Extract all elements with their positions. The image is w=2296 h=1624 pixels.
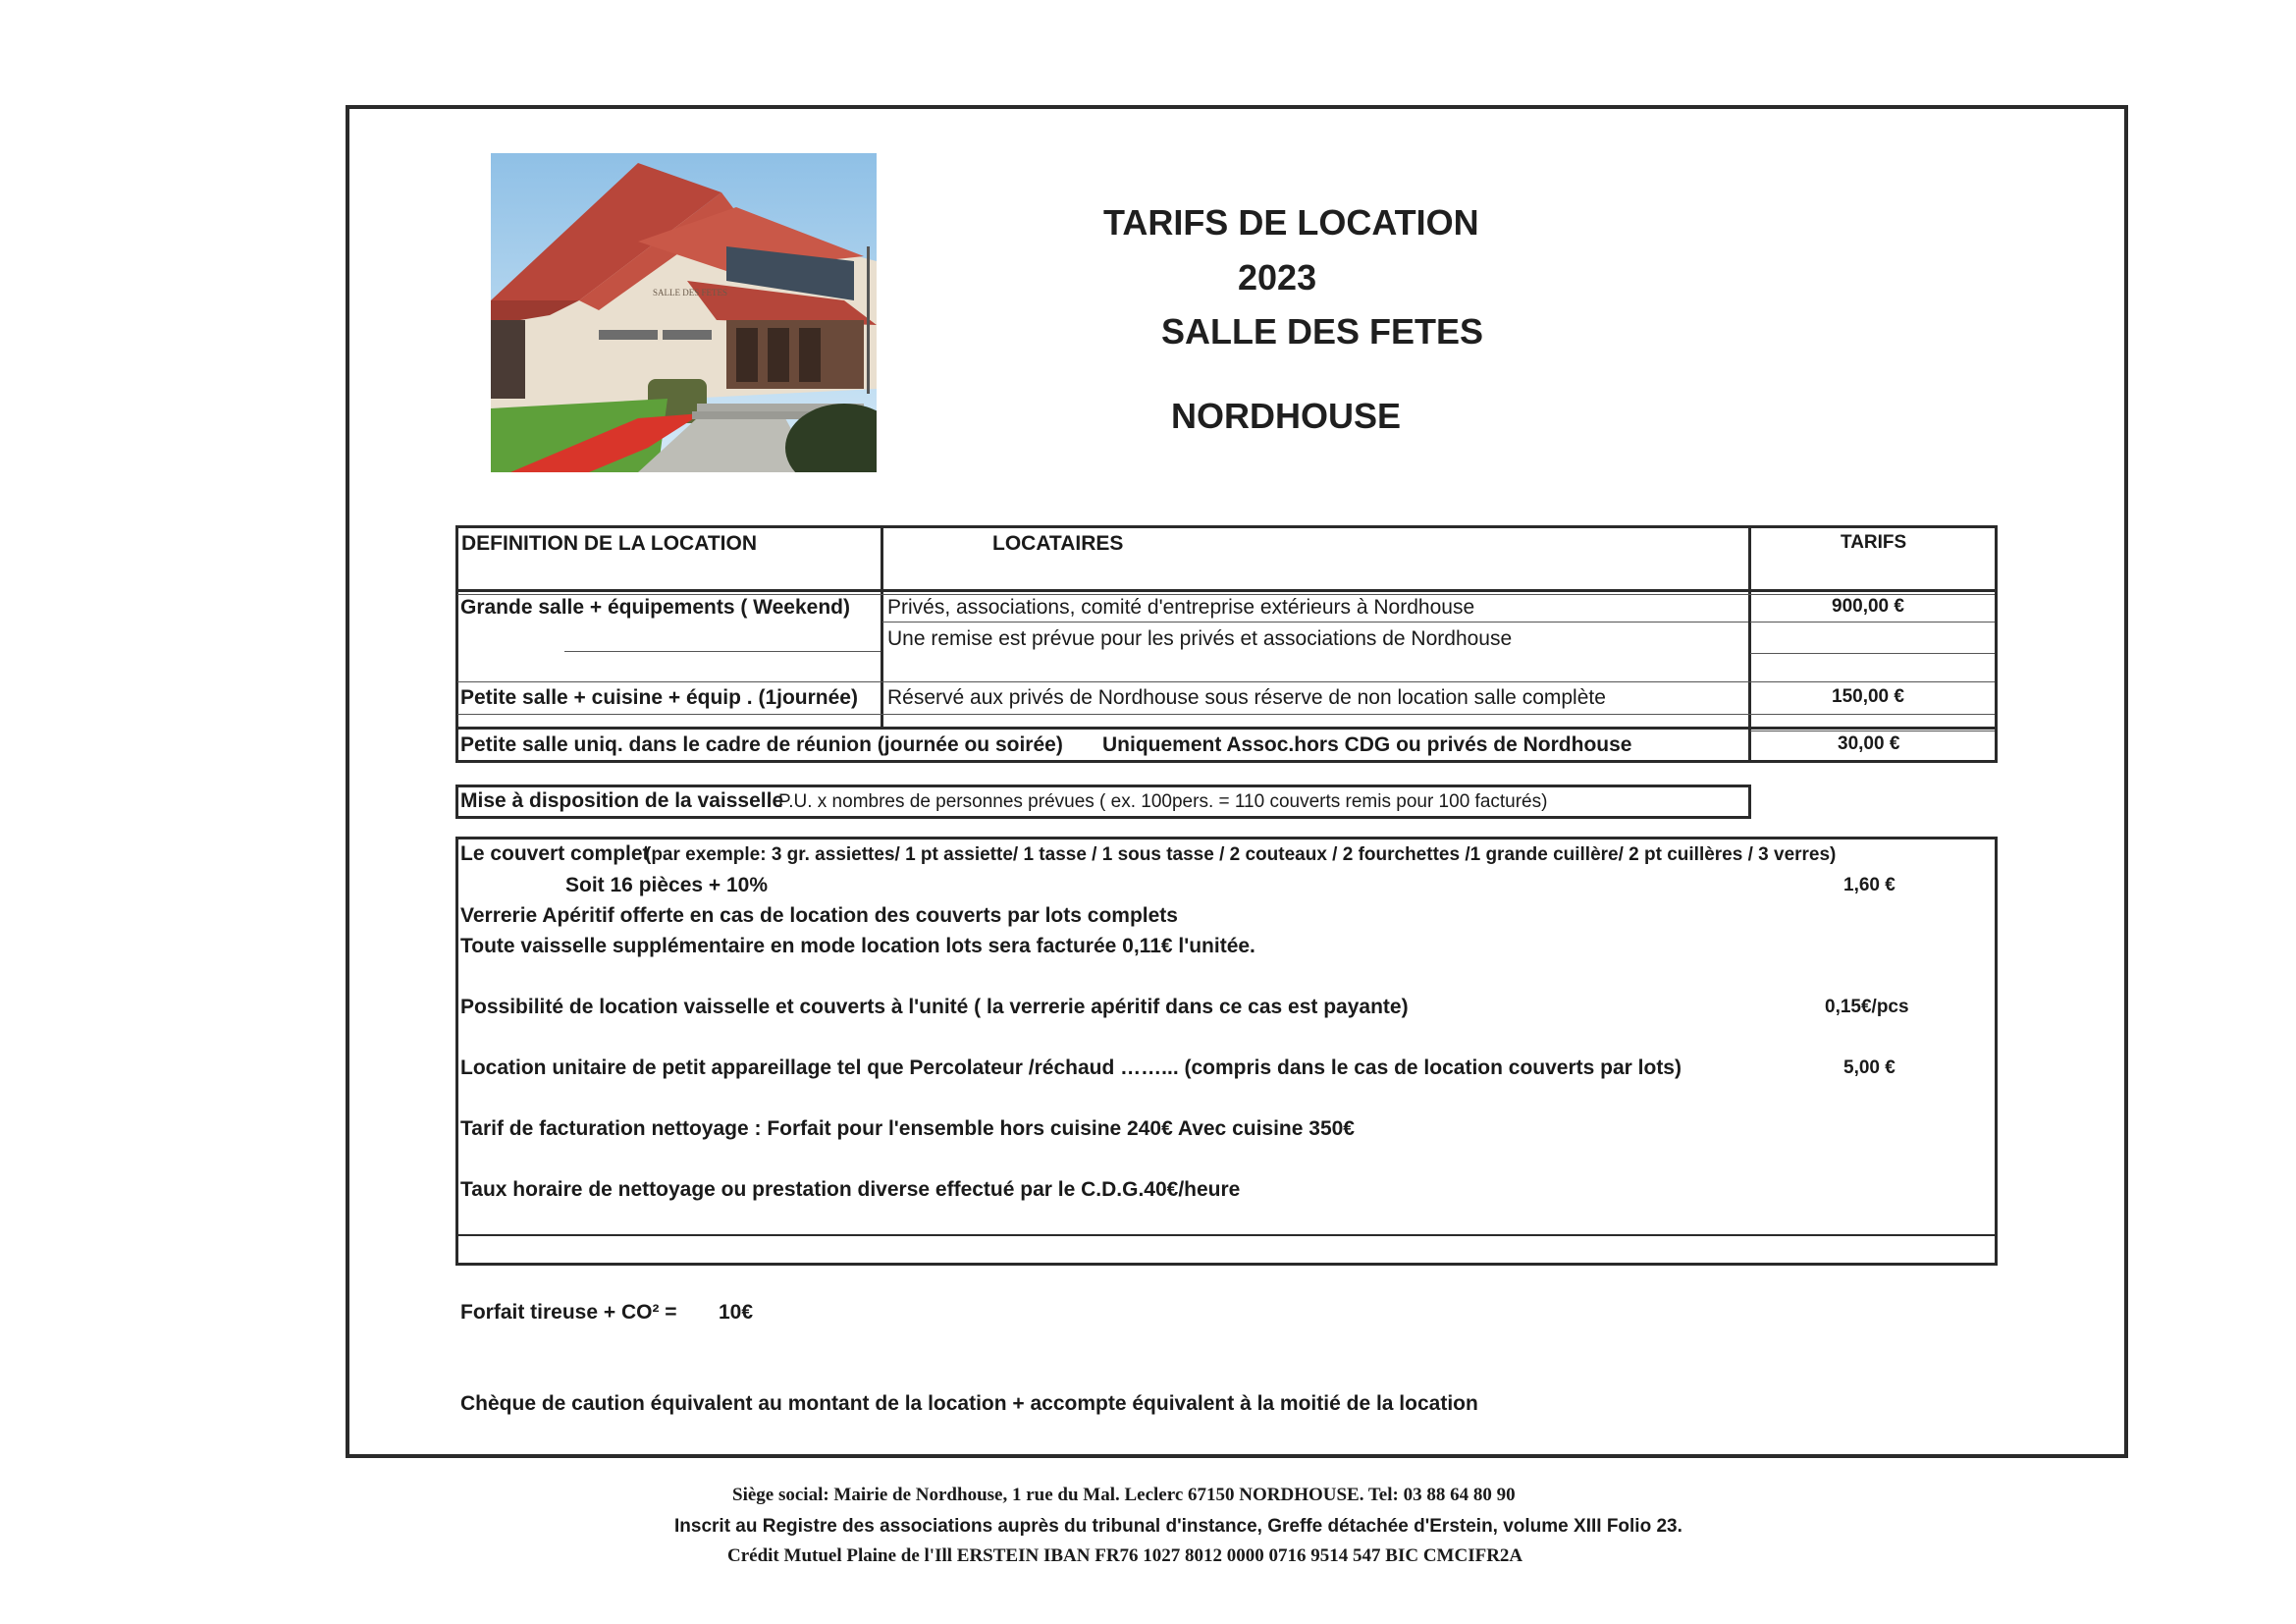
couvert-soit: Soit 16 pièces + 10% [565,874,769,896]
supplementaire-note: Toute vaisselle supplémentaire en mode location lots sera facturée 0,11€ l'unitée. [460,935,1255,957]
taux-note: Taux horaire de nettoyage ou prestation diverse effectué par le C.D.G.40€/heure [460,1178,1241,1201]
title-year: 2023 [1238,257,1317,298]
header-locataires: LOCATAIRES [992,532,1124,555]
building-illustration [491,153,877,472]
footer-siege: Siège social: Mairie de Nordhouse, 1 rue du Mal. Leclerc 67150 NORDHOUSE. Tel: 03 88 64 80 90 [732,1485,1516,1505]
row-locataires: Réservé aux privés de Nordhouse sous réserve de non location salle complète [887,686,1606,709]
nettoyage-note: Tarif de facturation nettoyage : Forfait pour l'ensemble hors cuisine 240€ Avec cuisine 350€ [460,1117,1355,1140]
appareillage-price: 5,00 € [1843,1057,1896,1078]
row-definition: Petite salle + cuisine + équip . (1journée) [460,686,858,709]
header-tarifs: TARIFS [1841,532,1907,553]
tireuse-label: Forfait tireuse + CO² = [460,1301,677,1324]
footer-registre: Inscrit au Registre des associations auprès du tribunal d'instance, Greffe détachée d'Erstein, volume XIII Folio 23. [674,1516,1682,1537]
appareillage-note: Location unitaire de petit appareillage tel que Percolateur /réchaud ……... (compris dans le cas de location couverts par lots) [460,1056,1682,1079]
vaisselle-label: Mise à disposition de la vaisselle [460,789,784,812]
salle-des-fetes-photo [491,153,877,472]
row-tarif: 30,00 € [1838,733,1900,754]
tireuse-price: 10€ [719,1301,754,1324]
title-salle: SALLE DES FETES [1161,311,1484,352]
footer-banque: Crédit Mutuel Plaine de l'Ill ERSTEIN IBAN FR76 1027 8012 0000 0716 9514 547 BIC CMCIFR2A [727,1545,1523,1566]
possibilite-price: 0,15€/pcs [1825,997,1909,1017]
row-definition: Petite salle uniq. dans le cadre de réunion (journée ou soirée) [460,733,1063,756]
building-sign: SALLE DES FETES [653,288,728,298]
row-locataires: Privés, associations, comité d'entreprise extérieurs à Nordhouse [887,596,1475,619]
row-definition: Grande salle + équipements ( Weekend) [460,596,850,619]
caution-note: Chèque de caution équivalent au montant de la location + accompte équivalent à la moitié de la location [460,1392,1478,1415]
header-definition: DEFINITION DE LA LOCATION [461,532,757,555]
couvert-example: (par exemple: 3 gr. assiettes/ 1 pt assiette/ 1 tasse / 1 sous tasse / 2 couteaux / 2 fourchettes /1 grande cuillère/ 2 pt cuillères / 3 verres) [645,844,1837,865]
possibilite-note: Possibilité de location vaisselle et couverts à l'unité ( la verrerie apéritif dans ce cas est payante) [460,996,1409,1018]
row-tarif: 900,00 € [1832,596,1904,617]
title-town: NORDHOUSE [1171,396,1402,436]
couvert-label: Le couvert complet [460,842,650,865]
row-locataires: Une remise est prévue pour les privés et associations de Nordhouse [887,627,1513,650]
couvert-price: 1,60 € [1843,875,1896,895]
title-tarifs: TARIFS DE LOCATION [1103,202,1479,243]
row-tarif: 150,00 € [1832,686,1904,707]
vaisselle-detail: P.U. x nombres de personnes prévues ( ex. 100pers. = 110 couverts remis pour 100 facturés) [778,791,1548,812]
row-locataires: Uniquement Assoc.hors CDG ou privés de Nordhouse [1102,733,1632,756]
verrerie-note: Verrerie Apéritif offerte en cas de location des couverts par lots complets [460,904,1178,927]
